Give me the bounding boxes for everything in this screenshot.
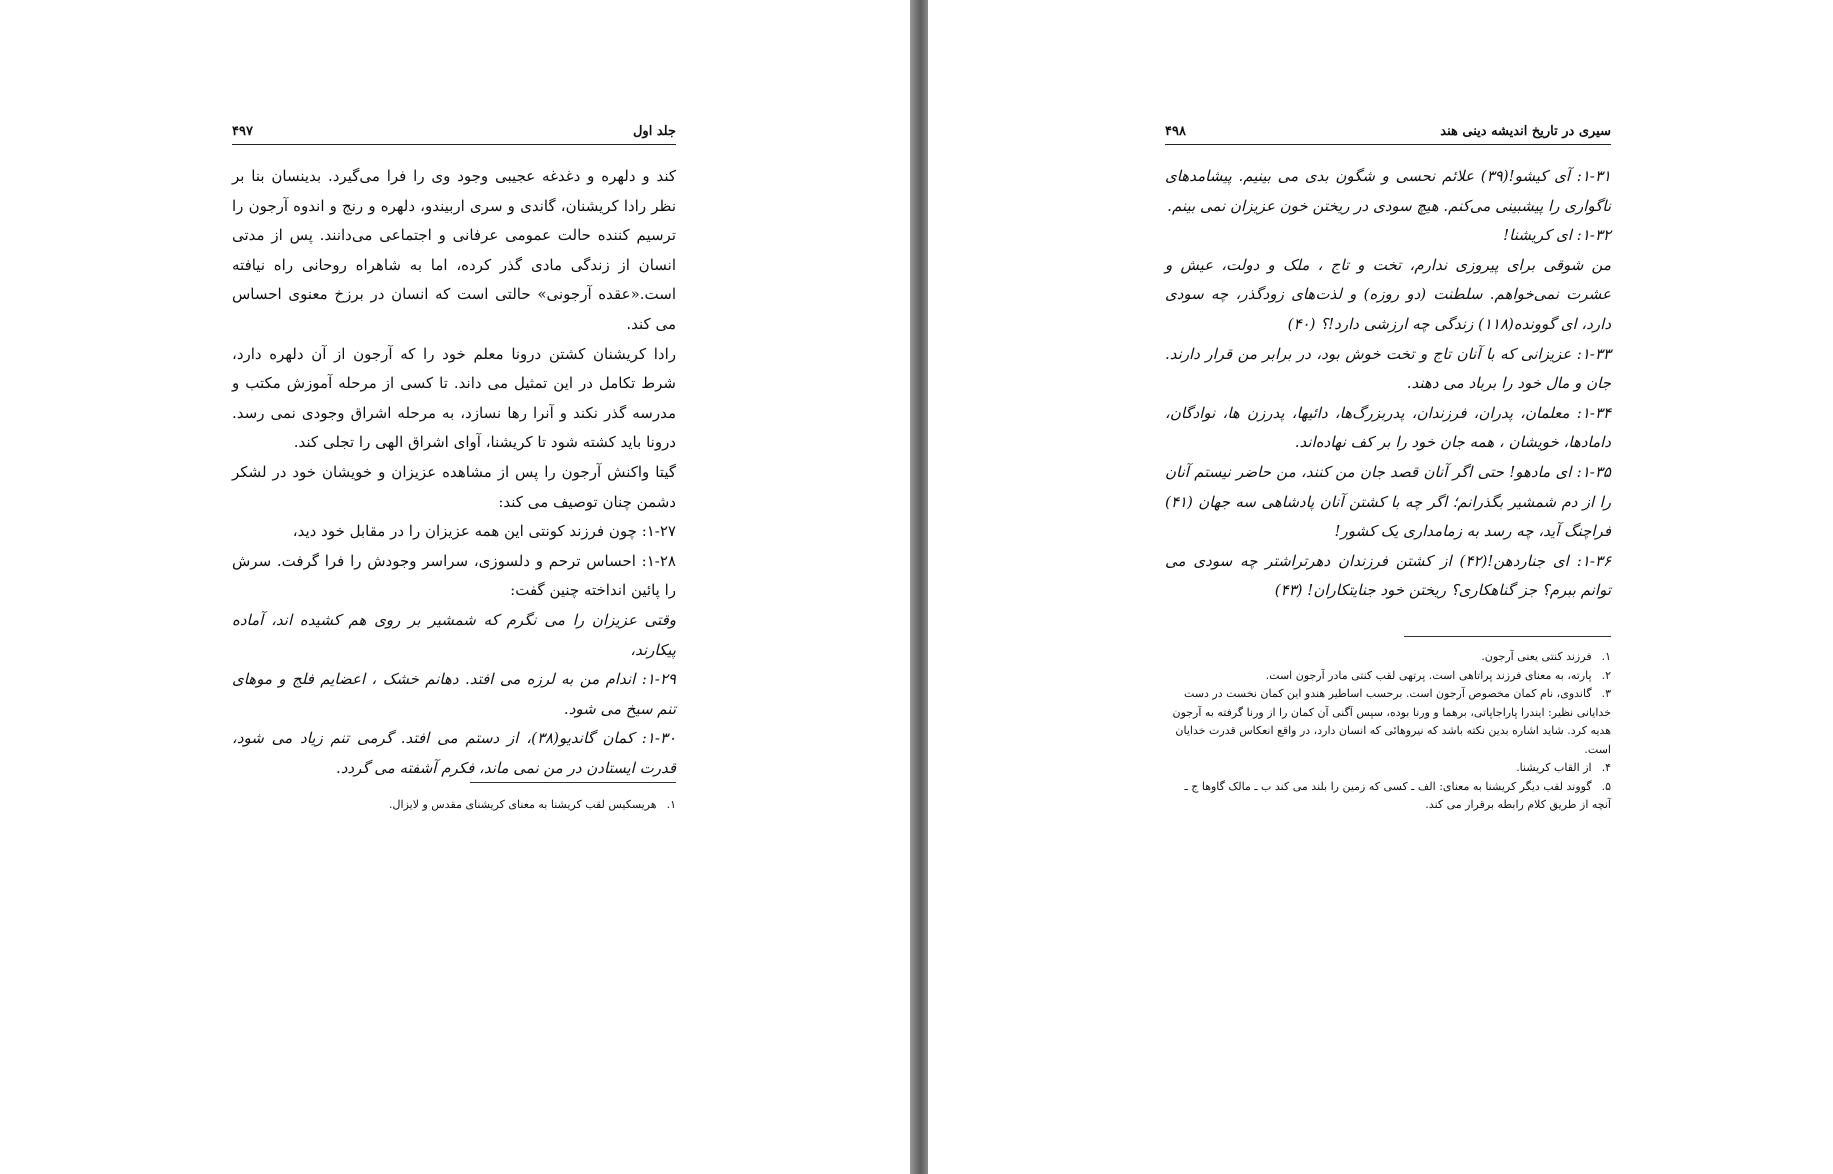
verse: وقتی عزیزان را می نگرم که شمشیر بر روی هم کشیده اند، آماده پیکارند،: [232, 610, 676, 659]
right-page: [928, 0, 1833, 1174]
paragraph: رادا کریشنان کشتن درونا معلم خود را که آرجون از آن دلهره دارد، شرط تکامل در این تمثیل می داند. تا کسی از مرحله آموزش مکتب و مدرسه گذر نکند و آنرا رها نسازد، به مرحله اشراق وجودی نمی رسد. درونا باید کشته شود تا کریشنا، آوای اشراق الهی را تجلی کند.: [232, 344, 676, 452]
footnote-text: از القاب کریشنا.: [1516, 761, 1592, 774]
verse: ۱-۲۸: احساس ترحم و دلسوزی، سراسر وجودش را فرا گرفت. سرش را پائین انداخته چنین گفت:: [232, 551, 676, 600]
footnote: [1165, 685, 1611, 759]
footnote-number: ۱.: [666, 798, 676, 811]
left-page-body: [232, 162, 676, 783]
footnote-number: ۵.: [1601, 779, 1611, 793]
right-footnotes: [1165, 648, 1611, 815]
footnote-number: ۱.: [1601, 650, 1611, 663]
paragraph: گیتا واکنش آرجون را پس از مشاهده عزیزان و خویشان خود در لشکر دشمن چنان توصیف می کند:: [232, 462, 676, 511]
footnote: [1165, 648, 1611, 667]
footnote: [1165, 667, 1611, 686]
verse: ۱-۲۹: اندام من به لرزه می افتد. دهانم خشک ، اعضایم فلج و موهای تنم سیخ می شود.: [232, 670, 676, 718]
left-footnotes: [232, 796, 676, 815]
verse: ۱-۳۳: عزیزانی که با آنان تاج و تخت خوش بود، در برابر من قرار دارند. جان و مال خود را برباد می دهند.: [1165, 344, 1611, 393]
footnote: [232, 796, 676, 815]
page-gutter: [910, 0, 928, 1174]
footnote-rule: [1404, 636, 1611, 637]
footnote-number: ۲.: [1601, 668, 1611, 682]
footnote-rule: [470, 782, 676, 783]
verse: ۱-۳۲: ای کریشنا!: [1503, 226, 1611, 245]
footnote-text: فرزند کنتی یعنی آرجون.: [1481, 650, 1592, 663]
footnote-text: گووند لقب دیگر کریشنا به معنای: الف ـ کسی که زمین را بلند می کند ب ـ مالک گاوها ج ـ آنچه از طریق کلام رابطه برقرار می کند.: [1184, 779, 1611, 811]
right-header-title: سیری در تاریخ اندیشه دینی هند: [1440, 124, 1611, 139]
verse: ۱-۲۷: چون فرزند کونتی این همه عزیزان را در مقابل خود دید،: [292, 522, 676, 541]
verse: من شوقی برای پیروزی ندارم، تخت و تاج ، ملک و دولت، عیش و عشرت نمی‌خواهم. سلطنت (دو روزه) و لذت‌های زودگذر، چه سودی دارد، ای گوونده(۱۱۸) زندگی چه ارزشی دارد!؟ (۴۰): [1165, 255, 1611, 333]
paragraph: کند و دلهره و دغدغه عجیبی وجود وی را فرا می‌گیرد. بدینسان بنا بر نظر رادا کریشنان، گاندی و سری اربیندو، دلهره و رنج و اندوه آرجون را ترسیم کننده حالت عمومی عرفانی و اجتماعی می‌دانند. پس از مدتی انسان از زندگی مادی گذر کرده، اما به شاهراه روحانی راه نیافته است.«عقده آرجونی» حالتی است که انسان در برزخ معنوی احساس می کند.: [232, 167, 676, 333]
left-page: [0, 0, 910, 1174]
left-page-header: [232, 124, 676, 145]
footnote-text: گاندوی، نام کمان مخصوص آرجون است. برحسب اساطیر هندو این کمان نخست در دست خدایانی نظیر: ایندرا پاراجاپاتی، برهما و ورنا بوده، سپس آگنی آن کمان را از ورنا گرفته به آرجون هدیه کرد. شاید اشاره بدین نکته باشد که نیروهائی که انسان دارد، در واقع انعکاس قدرت خدایان است.: [1172, 687, 1611, 756]
verse: ۱-۳۰: کمان گاندیو(۳۸)، از دستم می افتد. گرمی تنم زیاد می شود، قدرت ایستادن در من نمی ماند، فکرم آشفته می گردد.: [232, 729, 677, 777]
footnote-number: ۴.: [1601, 761, 1611, 774]
footnote: [1165, 759, 1611, 778]
verse: ۱-۳۴: معلمان، پدران، فرزندان، پدربزرگ‌ها، دائیها، پدرزن ها، نوادگان، دامادها، خویشان ، همه جان خود را بر کف نهاده‌اند.: [1165, 403, 1611, 452]
right-page-body: [1165, 162, 1611, 606]
verse: ۱-۳۶: ای جناردهن!(۴۲) از کشتن فرزندان دهرتراشتر چه سودی می توانم ببرم؟ جز گناهکاری؟ ریختن خود جنایتکاران! (۴۳): [1165, 551, 1612, 600]
footnote-number: ۳.: [1601, 687, 1611, 700]
footnote: [1165, 778, 1611, 815]
footnote-text: پارته، به معنای فرزند پراتاهی است. پرتهی لقب کنتی مادر آرجون است.: [1265, 668, 1592, 682]
footnote-text: هریسکیس لقب کریشنا به معنای کریشنای مقدس و لایزال.: [389, 798, 657, 811]
verse: ۱-۳۱: آی کیشو!(۳۹) علائم نحسی و شگون بدی می بینیم. پیشامدهای ناگواری را پیشبینی می‌کنم. هیچ سودی در ریختن خون عزیزان نمی بینم.: [1165, 167, 1611, 215]
verse: ۱-۳۵: ای مادهو! حتی اگر آنان قصد جان من کنند، من حاضر نیستم آنان را از دم شمشیر بگذرانم؛ اگر چه با کشتن آنان پادشاهی سه جهان (۴۱) فراچنگ آید، چه رسد به زمامداری یک کشور!: [1165, 462, 1611, 541]
left-header-title: جلد اول: [632, 124, 676, 139]
left-page-number: ۴۹۷: [232, 124, 253, 139]
right-page-header: [1165, 124, 1611, 145]
right-page-number: ۴۹۸: [1165, 124, 1186, 139]
